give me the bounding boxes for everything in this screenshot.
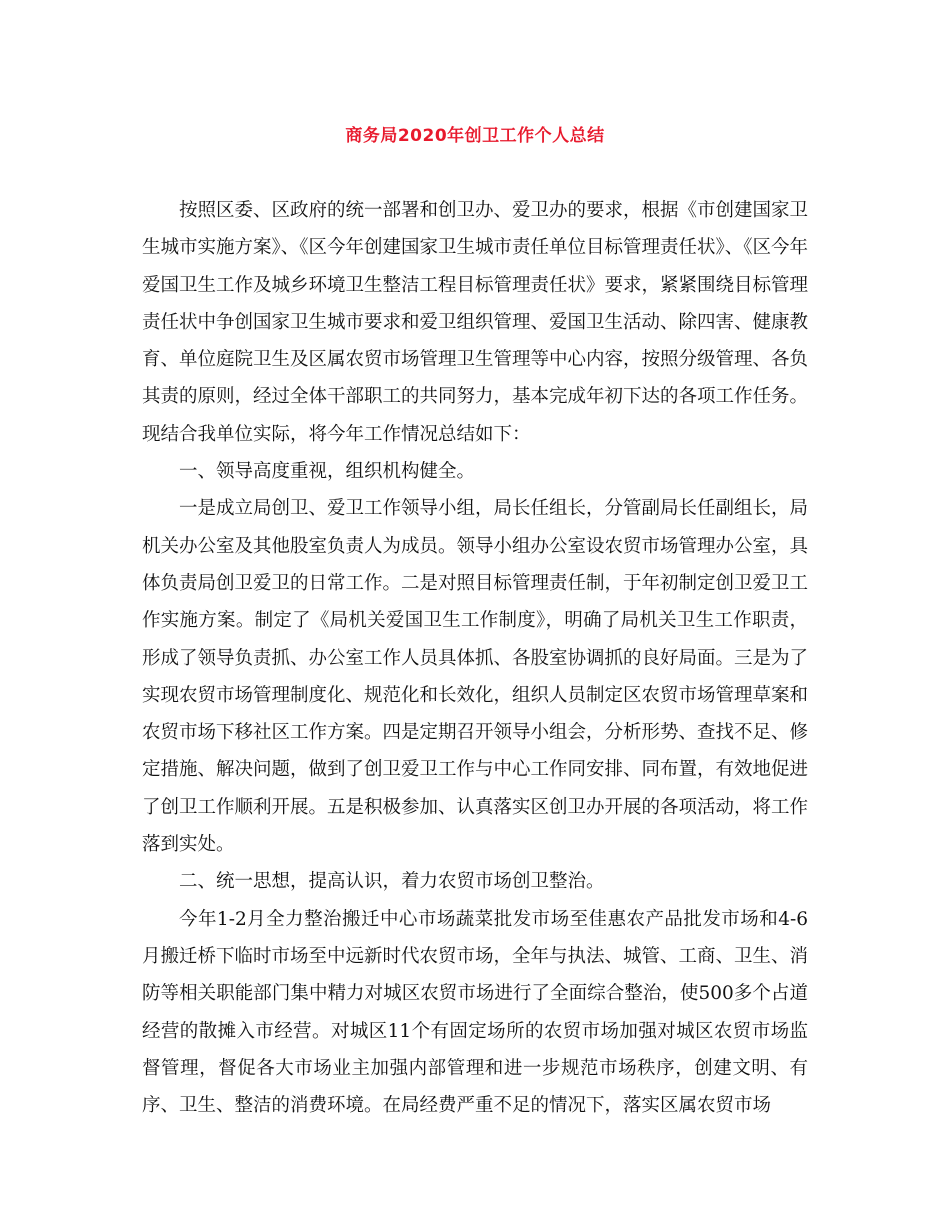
document-title: 商务局2020年创卫工作个人总结 (345, 126, 605, 146)
paragraph-intro: 按照区委、区政府的统一部署和创卫办、爱卫办的要求，根据《市创建国家卫生城市实施方案》、《区今年创建国家卫生城市责任单位目标管理责任状》、《区今年爱国卫生工作及城乡环境卫生整洁工程目标管理责任状》要求，紧紧围绕目标管理责任状中争创国家卫生城市要求和爱卫组织管理、爱国卫生活动、除四害、健康教育、单位庭院卫生及区属农贸市场管理卫生管理等中心内容，按照分级管理、各负其责的原则，经过全体干部职工的共同努力，基本完成年初下达的各项工作任务。现结合我单位实际，将今年工作情况总结如下： (142, 200, 809, 445)
document-body (142, 192, 808, 1124)
heading-section-2: 二、统一思想，提高认识，着力农贸市场创卫整治。 (179, 871, 605, 893)
paragraph-section-2: 今年1-2月全力整治搬迁中心市场蔬菜批发市场至佳惠农产品批发市场和4-6月搬迁桥下临时市场至中远新时代农贸市场，全年与执法、城管、工商、卫生、消防等相关职能部门集中精力对城区农贸市场进行了全面综合整治，使500多个占道经营的散摊入市经营。对城区11个有固定场所的农贸市场加强对城区农贸市场监督管理，督促各大市场业主加强内部管理和进一步规范市场秩序，创建文明、有序、卫生、整洁的消费环境。在局经费严重不足的情况下，落实区属农贸市场 (142, 908, 809, 1117)
heading-section-1: 一、领导高度重视，组织机构健全。 (179, 461, 476, 483)
paragraph-section-1: 一是成立局创卫、爱卫工作领导小组，局长任组长，分管副局长任副组长，局机关办公室及其他股室负责人为成员。领导小组办公室设农贸市场管理办公室，具体负责局创卫爱卫的日常工作。二是对照目标管理责任制，于年初制定创卫爱卫工作实施方案。制定了《局机关爱国卫生工作制度》，明确了局机关卫生工作职责，形成了领导负责抓、办公室工作人员具体抓、各股室协调抓的良好局面。三是为了实现农贸市场管理制度化、规范化和长效化，组织人员制定区农贸市场管理草案和农贸市场下移社区工作方案。四是定期召开领导小组会，分析形势、查找不足、修定措施、解决问题，做到了创卫爱卫工作与中心工作同安排、同布置，有效地促进了创卫工作顺利开展。五是积极参加、认真落实区创卫办开展的各项活动，将工作落到实处。 (142, 498, 809, 856)
